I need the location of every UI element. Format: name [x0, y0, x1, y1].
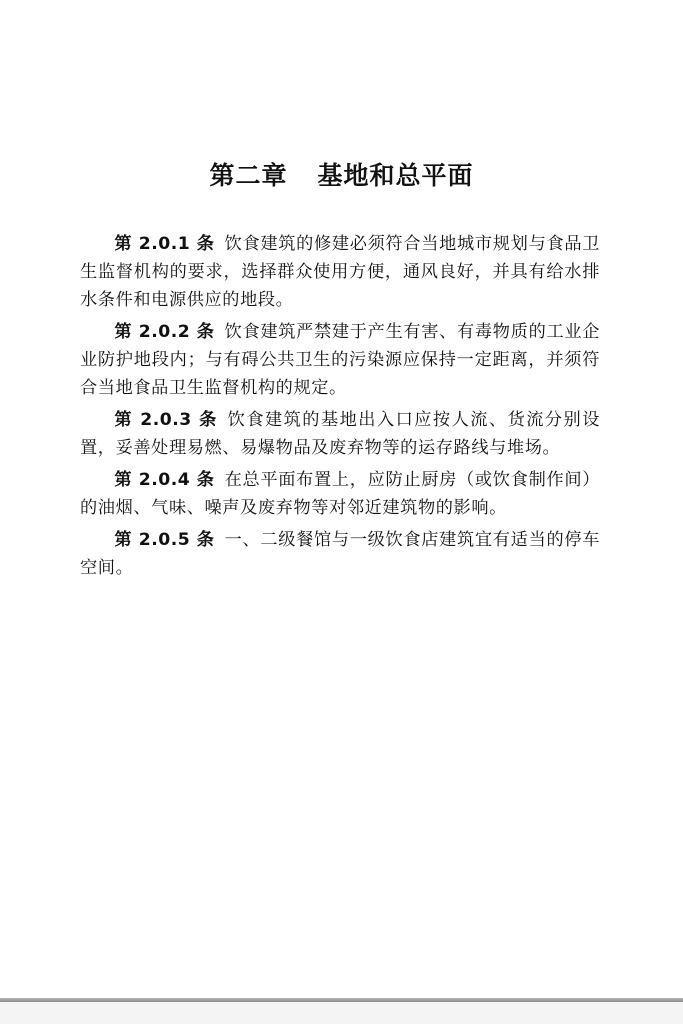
article-2-0-3: [80, 406, 600, 462]
article-text: 饮食建筑的修建必须符合当地城市规划与食品卫生监督机构的要求，选择群众使用方便，通风良好，并具有给水排水条件和电源供应的地段。: [80, 234, 601, 310]
article-2-0-5: [80, 526, 600, 582]
article-text: 在总平面布置上，应防止厨房（或饮食制作间）的油烟、气味、噪声及废弃物等对邻近建筑物的影响。: [80, 470, 601, 518]
chapter-title: [0, 156, 683, 192]
article-2-0-2: [80, 318, 600, 402]
chapter-number: 第二章: [209, 161, 288, 190]
article-label: 第 2.0.1 条: [114, 234, 215, 254]
article-2-0-1: [80, 230, 600, 314]
article-label: 第 2.0.5 条: [114, 530, 215, 550]
page-bottom-margin: [0, 1002, 683, 1024]
article-label: 第 2.0.4 条: [114, 470, 215, 490]
chapter-name: 基地和总平面: [317, 161, 474, 190]
article-text: 饮食建筑的基地出入口应按人流、货流分别设置，妥善处理易燃、易爆物品及废弃物等的运存路线与堆场。: [80, 410, 600, 458]
article-label: 第 2.0.2 条: [114, 322, 215, 342]
article-list: [80, 230, 600, 586]
article-text: 饮食建筑严禁建于产生有害、有毒物质的工业企业防护地段内；与有碍公共卫生的污染源应保持一定距离，并须符合当地食品卫生监督机构的规定。: [80, 322, 601, 398]
article-text: 一、二级餐馆与一级饮食店建筑宜有适当的停车空间。: [80, 530, 601, 578]
article-2-0-4: [80, 466, 600, 522]
article-label: 第 2.0.3 条: [114, 410, 218, 430]
